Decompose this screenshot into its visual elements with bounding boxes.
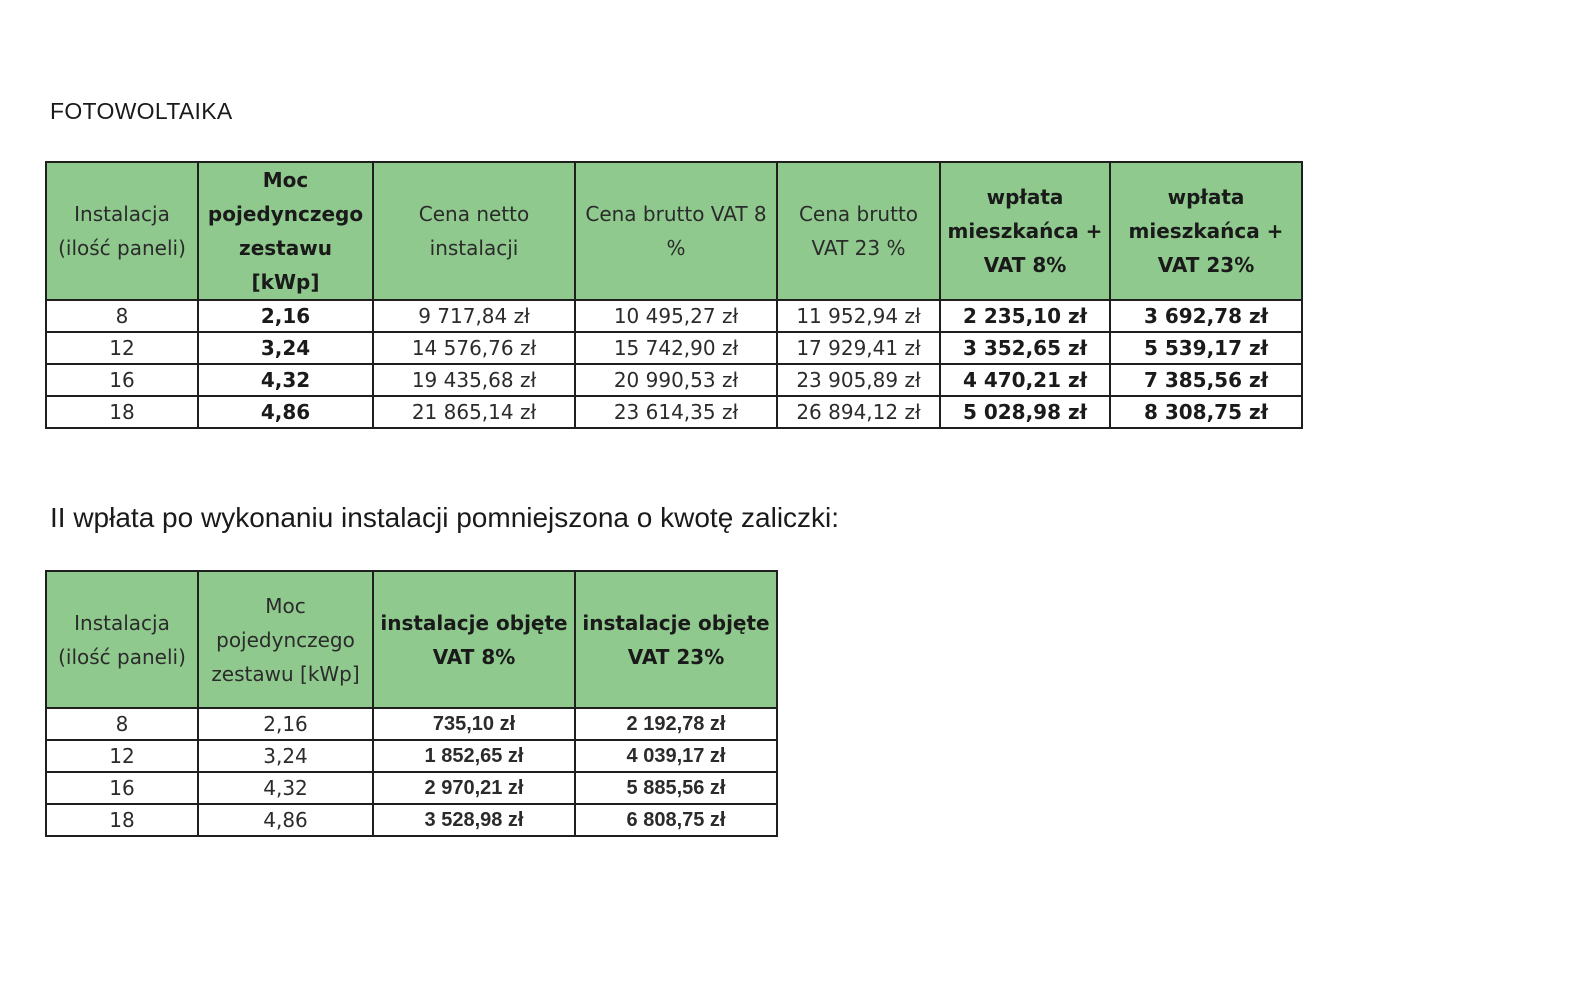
cell-gross-vat8: 23 614,35 zł <box>575 396 777 428</box>
column-header-installation: Instalacja (ilość paneli) <box>46 162 198 300</box>
cell-payment-vat23: 8 308,75 zł <box>1110 396 1302 428</box>
cell-payment-vat23: 7 385,56 zł <box>1110 364 1302 396</box>
column-header-payment-vat8: wpłata mieszkańca + VAT 8% <box>940 162 1110 300</box>
cell-panels: 16 <box>46 364 198 396</box>
cell-power: 2,16 <box>198 708 373 740</box>
price-table-main <box>45 161 1303 429</box>
cell-panels: 18 <box>46 804 198 836</box>
cell-panels: 16 <box>46 772 198 804</box>
cell-payment-vat23: 2 192,78 zł <box>575 708 777 740</box>
column-header-installation: Instalacja (ilość paneli) <box>46 571 198 708</box>
table-row <box>46 300 1302 332</box>
cell-gross-vat23: 17 929,41 zł <box>777 332 940 364</box>
cell-payment-vat23: 3 692,78 zł <box>1110 300 1302 332</box>
table-row <box>46 740 777 772</box>
cell-net-price: 19 435,68 zł <box>373 364 575 396</box>
cell-panels: 8 <box>46 708 198 740</box>
table-row <box>46 804 777 836</box>
column-header-payment-vat23: wpłata mieszkańca + VAT 23% <box>1110 162 1302 300</box>
cell-payment-vat8: 2 970,21 zł <box>373 772 575 804</box>
table-header-row <box>46 571 777 708</box>
cell-gross-vat23: 11 952,94 zł <box>777 300 940 332</box>
cell-gross-vat23: 26 894,12 zł <box>777 396 940 428</box>
cell-power: 4,86 <box>198 804 373 836</box>
cell-payment-vat23: 5 539,17 zł <box>1110 332 1302 364</box>
table-header-row <box>46 162 1302 300</box>
cell-net-price: 9 717,84 zł <box>373 300 575 332</box>
cell-panels: 12 <box>46 332 198 364</box>
column-header-power: Moc pojedynczego zestawu [kWp] <box>198 571 373 708</box>
cell-payment-vat8: 1 852,65 zł <box>373 740 575 772</box>
cell-power: 3,24 <box>198 332 373 364</box>
cell-payment-vat8: 3 352,65 zł <box>940 332 1110 364</box>
cell-panels: 12 <box>46 740 198 772</box>
cell-gross-vat8: 10 495,27 zł <box>575 300 777 332</box>
cell-payment-vat23: 5 885,56 zł <box>575 772 777 804</box>
column-header-installations-vat8: instalacje objęte VAT 8% <box>373 571 575 708</box>
cell-power: 4,86 <box>198 396 373 428</box>
table-row <box>46 332 1302 364</box>
column-header-net-price: Cena netto instalacji <box>373 162 575 300</box>
cell-payment-vat8: 3 528,98 zł <box>373 804 575 836</box>
cell-gross-vat23: 23 905,89 zł <box>777 364 940 396</box>
cell-panels: 18 <box>46 396 198 428</box>
table-row <box>46 364 1302 396</box>
cell-payment-vat8: 2 235,10 zł <box>940 300 1110 332</box>
cell-payment-vat8: 5 028,98 zł <box>940 396 1110 428</box>
second-payment-heading: II wpłata po wykonaniu instalacji pomniejszona o kwotę zaliczki: <box>50 502 840 533</box>
column-header-installations-vat23: instalacje objęte VAT 23% <box>575 571 777 708</box>
cell-power: 4,32 <box>198 772 373 804</box>
cell-payment-vat8: 4 470,21 zł <box>940 364 1110 396</box>
table-row <box>46 396 1302 428</box>
table-row <box>46 772 777 804</box>
column-header-gross-vat23: Cena brutto VAT 23 % <box>777 162 940 300</box>
cell-power: 2,16 <box>198 300 373 332</box>
cell-payment-vat23: 6 808,75 zł <box>575 804 777 836</box>
table-row <box>46 708 777 740</box>
cell-power: 4,32 <box>198 364 373 396</box>
column-header-gross-vat8: Cena brutto VAT 8 % <box>575 162 777 300</box>
cell-payment-vat23: 4 039,17 zł <box>575 740 777 772</box>
column-header-power: Moc pojedynczego zestawu [kWp] <box>198 162 373 300</box>
cell-gross-vat8: 20 990,53 zł <box>575 364 777 396</box>
document-title: FOTOWOLTAIKA <box>50 98 233 124</box>
cell-gross-vat8: 15 742,90 zł <box>575 332 777 364</box>
cell-panels: 8 <box>46 300 198 332</box>
cell-net-price: 14 576,76 zł <box>373 332 575 364</box>
cell-power: 3,24 <box>198 740 373 772</box>
cell-net-price: 21 865,14 zł <box>373 396 575 428</box>
cell-payment-vat8: 735,10 zł <box>373 708 575 740</box>
price-table-second-payment <box>45 570 778 837</box>
